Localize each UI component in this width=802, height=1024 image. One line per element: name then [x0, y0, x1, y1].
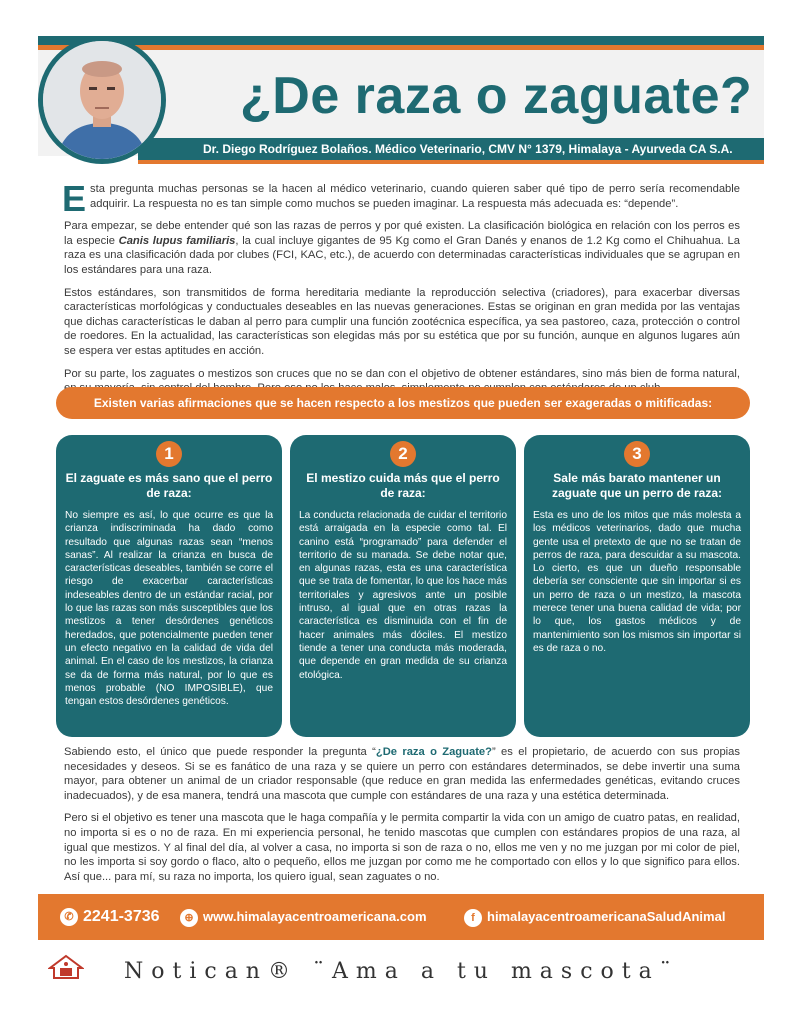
intro-paragraph-1 — [62, 178, 740, 219]
header — [38, 36, 764, 166]
page-title: ¿De raza o zaguate? — [240, 67, 753, 125]
myths-banner: Existen varias afirmaciones que se hacen respecto a los mestizos que pueden ser exageradas o mitificadas: — [56, 387, 750, 419]
intro-section — [62, 178, 740, 404]
card-body: Esta es uno de los mitos que más molesta a los médicos veterinarios, dado que mucha gente usa el pretexto de que no se tratan de perros de raza, para descuidar a su mascota. Lo cierto, es que un dueño responsable debería ser consciente que sin importar si es un perro de raza o un mestizo, la mascota merece tener una buena calidad de vida; por lo que, los gastos médicos y de mantenimiento son los mismos sin importar si es de raza o no. — [533, 510, 741, 654]
contact-footer — [38, 894, 764, 940]
author-line: Dr. Diego Rodríguez Bolaños. Médico Veterinario, CMV N° 1379, Himalaya - Ayurveda CA S.A. — [203, 142, 733, 156]
intro-p2-part-c: , la cual incluye gigantes de 95 Kg como el Gran Danés y enanos de 1.2 Kg como el Chihuahua. La raza es una clasificación dada por clubes (FCI, KAC, etc.), de acuerdo con determinadas características individuales que se agrupan en los estándares para una raza. — [64, 234, 740, 276]
myth-card-3 — [524, 435, 750, 737]
conclusion-paragraph-2: Pero si el objetivo es tener una mascota que le haga compañía y le permita compartir la vida con un amigo de cuatro patas, en realidad, no importa si es o no de raza. En mi experiencia personal, he tenido mascotas que cumplen con estándares propios de una raza, al igual que mestizos. Y al final del día, al volver a casa, no importa si son de raza o no, ellos me ven y no me juzgan por mi color de piel, no les importa si soy gordo o flaco, alto o pequeño, ellos me juzgan por como me he comportado con ellos y lo que significo para ellos. Así que... para mí, su raza no importa, los quiero igual, sean zaguates o no. — [64, 812, 740, 883]
intro-paragraph-2 — [64, 219, 740, 277]
conclusion-p1-part-c: ” es el propietario, de acuerdo con sus propias necesidades y deseos. Si se es fanático de una raza y se quiere un perro con estándares determinados, se debe invertir una suma mayor, para obtener un animal de un criador responsable (que reduce en gran medida las enfermedades genéticas, evitando cruces inadecuados), y de esa manera, tendrá una mascota que cumple con estándares de una raza y una estética determinada. — [64, 746, 740, 802]
intro-p2-part-a: Para empezar, se debe entender qué son las razas de perros y por qué existen. La clasificación biológica en relación con los perros es la especie — [64, 220, 740, 247]
card-title: El zaguate es más sano que el perro de raza: — [65, 471, 273, 500]
phone-icon: ✆ — [60, 908, 78, 926]
card-number-badge: 2 — [390, 441, 416, 467]
myth-card-2 — [290, 435, 516, 737]
intro-paragraph-4: Por su parte, los zaguates o mestizos son cruces que no se dan con el objetivo de obtener estándares, sino más bien de forma natural, — [64, 367, 740, 380]
phone-contact[interactable] — [60, 894, 160, 940]
website-url: www.himalayacentroamericana.com — [203, 909, 427, 924]
facebook-handle: himalayacentroamericanaSaludAnimal — [487, 909, 726, 924]
card-number-badge: 3 — [624, 441, 650, 467]
facebook-link[interactable] — [464, 894, 725, 940]
myth-card-1 — [56, 435, 282, 737]
question-highlight: ¿De raza o Zaguate? — [375, 746, 492, 758]
intro-paragraph-3: Estos estándares, son transmitidos de forma hereditaria mediante la reproducción selectiva (criadores), para exacerbar diversas características morfológicas y conductuales deseables en las nuevas generaciones. Estas se originan en gran medida por las ventajas que dichas características le daban al perro para cumplir una función zootécnica específica, ya sea pastoreo, caza, protección o control de roedores. En la actualidad, las características son elegidas más por su estética que por su función, aunque en algunos lugares aún se espera ver estas aptitudes en acción. — [64, 286, 740, 357]
dropcap: E — [62, 178, 87, 219]
card-body: No siempre es así, lo que ocurre es que la crianza indiscriminada ha dado como resultado que algunas razas sean “menos sanas”. Al realizar la crianza en busca de características deseables, también se corre el riesgo de exacerbar características indeseables dentro de un estándar racial, por lo que las razas son más susceptibles que los mestizos a tener desórdenes genéticos heredados, que potencialmente pueden tener un efecto negativo en la calidad de vida del animal. En el caso de los mestizos, la crianza se da de forma más natural, por lo que es menos probable (NO IMPOSIBLE), que tengan estos desórdenes genéticos. — [65, 510, 273, 708]
card-title: El mestizo cuida más que el perro de raza: — [306, 471, 500, 500]
globe-icon: ⊕ — [180, 909, 198, 927]
species-name: Canis lupus familiaris — [118, 234, 236, 247]
card-number-badge: 1 — [156, 441, 182, 467]
notican-logo-icon — [48, 954, 84, 980]
website-link[interactable] — [180, 894, 427, 940]
intro-paragraph-1-text: sta pregunta muchas personas se la hacen al médico veterinario, cuando quieren saber qué tipo de perro sería recomendable adquirir. La respuesta no es tan simple como muchos se pueden imaginar. La respuesta más adecuada es: “depende”. — [90, 183, 740, 210]
card-title: Sale más barato mantener un zaguate que un perro de raza: — [551, 471, 723, 500]
facebook-icon: f — [464, 909, 482, 927]
conclusion-section — [64, 745, 740, 892]
author-photo — [38, 36, 166, 164]
conclusion-p1-part-a: Sabiendo esto, el único que puede responder la pregunta “ — [64, 746, 376, 758]
slogan: Notican® ¨Ama a tu mascota¨ — [124, 959, 679, 984]
phone-number: 2241-3736 — [83, 908, 160, 925]
card-body: La conducta relacionada de cuidar el territorio está arraigada en la especie como tal. El canino está “programado” para defender el territorio de su manada. Se debe notar que, en algunas razas, esta es una característica que se trata de fomentar, lo que los hace más territoriales y agresivos ante un posible intruso, al igual que en otras razas la característica es disminuida con el fin de hacer animales más dóciles. El mestizo tiende a tener una conducta más moderada, que depende en gran medida de su crianza etológica. — [299, 510, 507, 681]
header-top-stripe — [38, 36, 764, 45]
conclusion-paragraph-1 — [64, 745, 740, 803]
header-accent-stripe — [38, 45, 764, 50]
